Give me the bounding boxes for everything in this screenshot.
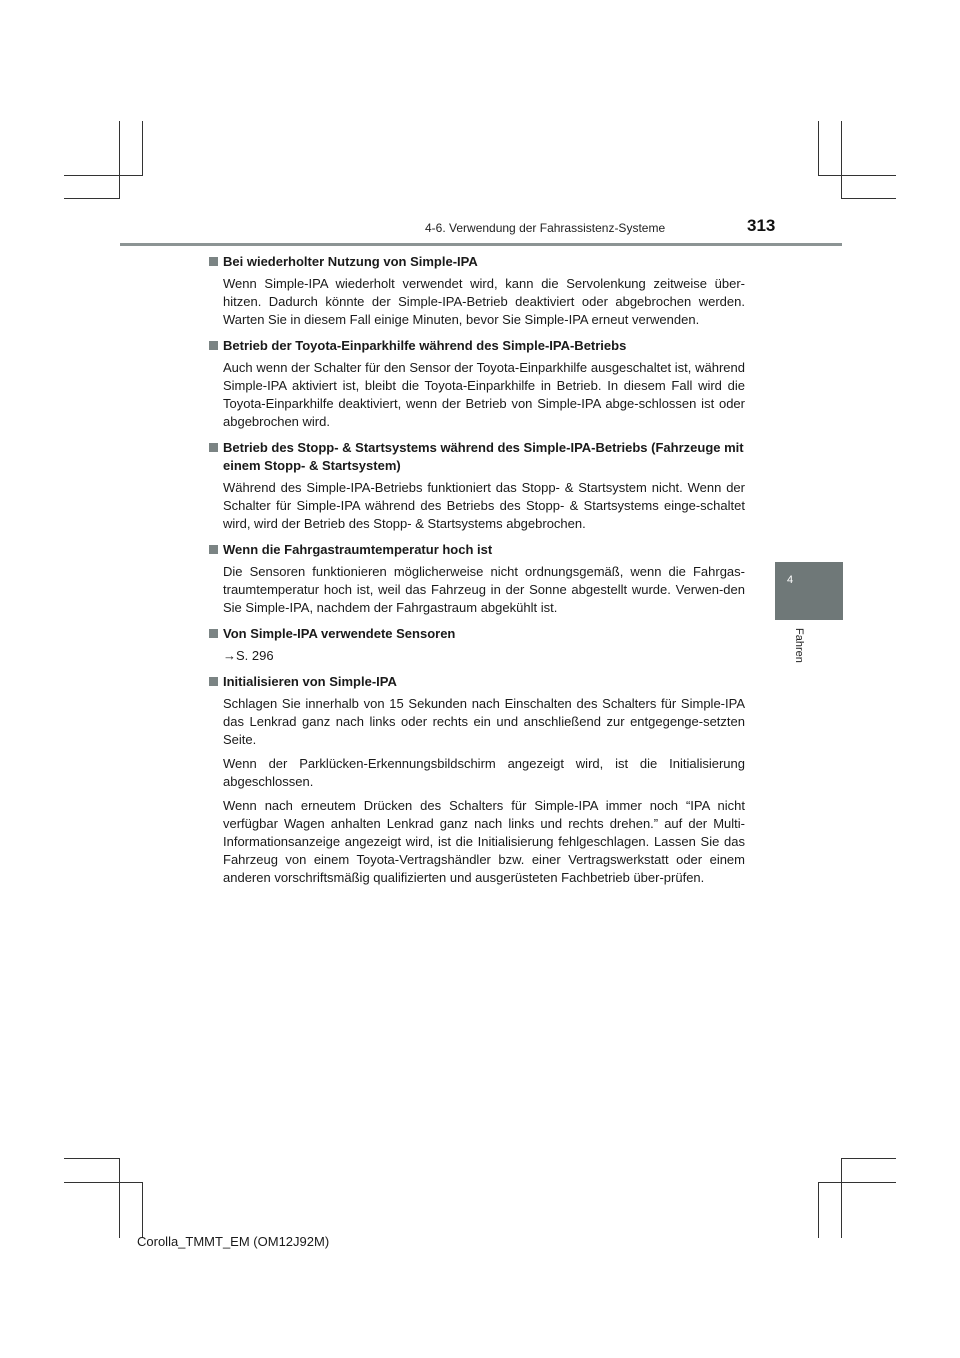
chapter-number: 4	[787, 574, 794, 586]
crop-mark	[818, 121, 819, 176]
crop-mark	[841, 1158, 842, 1238]
section-sensors	[209, 625, 745, 665]
square-bullet-icon	[209, 257, 218, 266]
crop-mark	[841, 1158, 896, 1159]
chapter-tab	[775, 562, 843, 620]
section-heading	[209, 337, 745, 355]
crop-mark	[64, 1158, 120, 1159]
page-number: 313	[747, 216, 776, 235]
crop-mark	[64, 1182, 143, 1183]
section-parking-aid	[209, 337, 745, 431]
paragraph: Während des Simple-IPA-Betriebs funktioniert das Stopp- & Startsystem nicht. Wenn der Schalter für Simple-IPA während des Betriebs des Stopp- & Startsystems einge-schaltet wird, wird der Betrieb des Stopp- & Startsystems abgebrochen.	[223, 480, 745, 531]
crop-mark	[64, 175, 143, 176]
section-heading-text: Betrieb der Toyota-Einparkhilfe während des Simple-IPA-Betriebs	[223, 338, 627, 353]
section-heading	[209, 673, 745, 691]
page-reference: →S. 296	[223, 648, 274, 663]
square-bullet-icon	[209, 545, 218, 554]
paragraph: Wenn Simple-IPA wiederholt verwendet wird, kann die Servolenkung zeitweise über-hitzen. Dadurch könnte der Simple-IPA-Betrieb deaktiviert oder abgebrochen werden. Warten Sie in diesem Fall einige Minuten, bevor Sie Simple-IPA erneut verwenden.	[223, 276, 745, 327]
section-heading-text: Von Simple-IPA verwendete Sensoren	[223, 626, 456, 641]
section-heading	[209, 625, 745, 643]
crop-mark	[142, 121, 143, 176]
crop-mark	[119, 1158, 120, 1238]
square-bullet-icon	[209, 443, 218, 452]
paragraph: Die Sensoren funktionieren möglicherweise nicht ordnungsgemäß, wenn die Fahrgas-traumtemperatur hoch ist, weil das Fahrzeug in der Sonne abgestellt wurde. Verwen-den Sie Simple-IPA, nachdem der Fahrgastraum abgekühlt ist.	[223, 564, 745, 615]
crop-mark	[818, 1182, 819, 1238]
crop-mark	[818, 1182, 896, 1183]
crop-mark	[818, 175, 896, 176]
section-repeated-use	[209, 253, 745, 329]
section-cabin-temperature	[209, 541, 745, 617]
crop-mark	[142, 1182, 143, 1238]
section-heading	[209, 253, 745, 271]
section-heading-text: Initialisieren von Simple-IPA	[223, 674, 397, 689]
crop-mark	[841, 121, 842, 199]
paragraph: Auch wenn der Schalter für den Sensor der Toyota-Einparkhilfe ausgeschaltet ist, während Simple-IPA aktiviert ist, bleibt die Toyota-Einparkhilfe in Betrieb. In diesem Fall wird die Toyota-Einparkhilfe deaktiviert, wenn der Betrieb von Simple-IPA abge-schlossen ist oder abgebrochen wird.	[223, 360, 745, 429]
document-id: Corolla_TMMT_EM (OM12J92M)	[137, 1234, 330, 1249]
section-heading	[209, 541, 745, 559]
section-heading-text: Wenn die Fahrgastraumtemperatur hoch ist	[223, 542, 493, 557]
square-bullet-icon	[209, 629, 218, 638]
section-title: 4-6. Verwendung der Fahrassistenz-Systeme	[425, 221, 666, 235]
crop-mark	[119, 121, 120, 199]
crop-mark	[841, 198, 896, 199]
section-stop-start	[209, 439, 745, 533]
section-heading-text: Bei wiederholter Nutzung von Simple-IPA	[223, 254, 478, 269]
paragraph: Schlagen Sie innerhalb von 15 Sekunden nach Einschalten des Schalters für Simple-IPA das Lenkrad ganz nach links oder rechts ein und anschließend zur entgegenge-setzten Seite.	[223, 696, 745, 747]
square-bullet-icon	[209, 677, 218, 686]
section-heading-text: Betrieb des Stopp- & Startsystems während des Simple-IPA-Betriebs (Fahrzeuge mit einem Stopp- & Startsystem)	[223, 440, 744, 473]
section-heading	[209, 439, 745, 475]
chapter-label: Fahren	[793, 628, 805, 663]
paragraph: Wenn der Parklücken-Erkennungsbildschirm angezeigt wird, ist die Initialisierung abgeschlossen.	[223, 756, 745, 789]
paragraph: Wenn nach erneutem Drücken des Schalters für Simple-IPA immer noch “IPA nicht verfügbar Wagen anhalten Lenkrad ganz nach links und rechts drehen.” auf der Multi-Informationsanzeige angezeigt wird, ist die Initialisierung fehlgeschlagen. Lassen Sie das Fahrzeug von einem Toyota-Vertragshändler bzw. einer Vertragswerkstatt oder einem anderen vorschriftsmäßig qualifizierten und ausgerüsteten Fachbetrieb über-prüfen.	[223, 798, 745, 885]
header-divider	[120, 243, 842, 246]
page-content	[209, 253, 745, 895]
square-bullet-icon	[209, 341, 218, 350]
crop-mark	[64, 198, 120, 199]
section-initialize	[209, 673, 745, 887]
